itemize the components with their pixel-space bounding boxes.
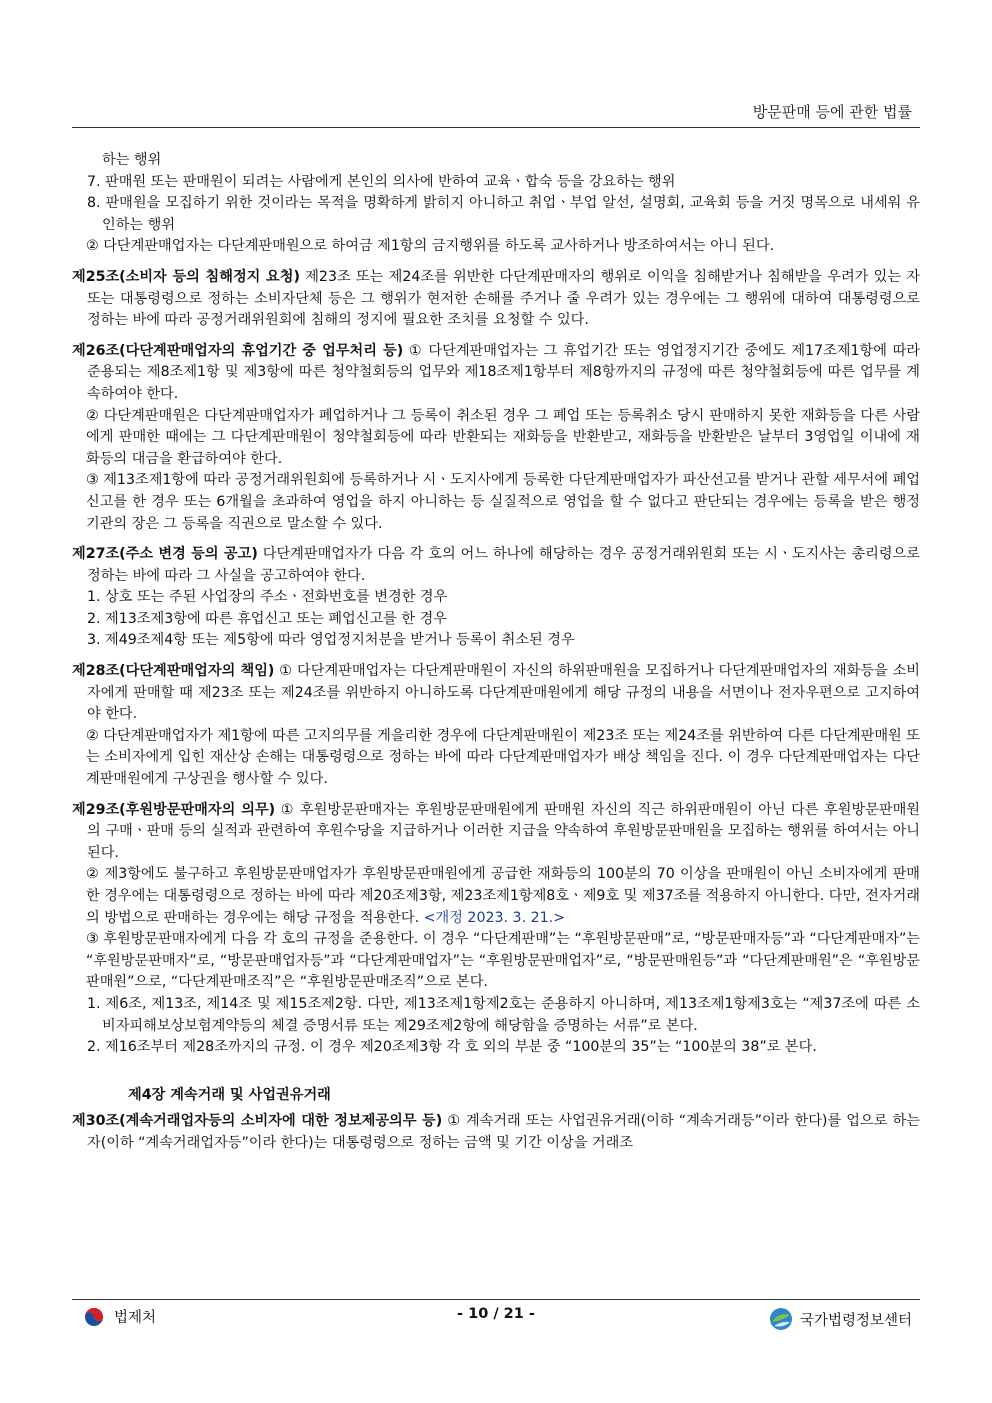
article-28-paragraph-2: ② 다단계판매업자가 제1항에 따른 고지의무를 게을리한 경우에 다단계판매원이 제23조 또는 제24조를 위반하여 다른 다단계판매원 또는 소비자에게 입힌 재산상 손해는 대통령령으로 정하는 바에 따라 다단계판매업자가 배상 책임을 진다. 이 경우 다단계판매업자는 다단계판매원에게 구상권을 행사할 수 있다. (86, 727, 920, 788)
article-26 (72, 341, 920, 406)
globe-logo-icon (768, 1306, 794, 1332)
footer-right-label: 국가법령정보센터 (799, 1312, 912, 1329)
article-25-heading: 제25조(소비자 등의 침해정지 요청) (72, 268, 300, 285)
article-27-item-2: 2. 제13조제3항에 따른 휴업신고 또는 폐업신고를 한 경우 (87, 610, 447, 627)
article-29-paragraph-2 (72, 864, 920, 929)
article-28-text: ① 다단계판매업자는 다단계판매원이 자신의 하위판매원을 모집하거나 다단계판매업자의 재화등을 소비자에게 판매할 때 제23조 또는 제24조를 위반하지 아니하도록 다단계판매원에게 해당 규정의 내용을 서면이나 전자우편으로 고지하여야 한다. (87, 663, 920, 723)
page-number: - 10 / 21 - (457, 1306, 535, 1322)
footer-left-label: 법제처 (114, 1310, 157, 1326)
amendment-note: <개정 2023. 3. 21.> (419, 909, 566, 926)
article-30 (72, 1111, 920, 1154)
article-27-text: 다단계판매업자가 다음 각 호의 어느 하나에 해당하는 경우 공정거래위원회 또는 시ㆍ도지사는 총리령으로 정하는 바에 따라 그 사실을 공고하여야 한다. (87, 546, 920, 584)
list-item-7: 7. 판매원 또는 판매원이 되려는 사람에게 본인의 의사에 반하여 교육ㆍ합숙 등을 강요하는 행위 (87, 173, 676, 190)
article-28-heading: 제28조(다단계판매업자의 책임) (72, 663, 275, 680)
document-header-title: 방문판매 등에 관한 법률 (752, 103, 912, 121)
article-29-paragraph-2-text: ② 제3항에도 불구하고 후원방문판매업자가 후원방문판매원에게 공급한 재화등의 100분의 70 이상을 판매원이 아닌 소비자에게 판매한 경우에는 대통령령으로 정하는 바에 따라 제20조제3항, 제23조제1항제8호ㆍ제9호 및 제37조를 적용하지 아니한다. 다만, 전자거래의 방법으로 판매하는 경우에는 해당 규정을 적용한다. (86, 866, 920, 926)
article-25 (72, 267, 920, 332)
footer-divider (72, 1299, 920, 1300)
article-28 (72, 661, 920, 726)
article-26-heading: 제26조(다단계판매업자의 휴업기간 중 업무처리 등) (72, 342, 404, 359)
list-item-continuation: 하는 행위 (102, 152, 162, 168)
document-body (72, 150, 920, 1155)
article-29 (72, 800, 920, 865)
article-29-item-2: 2. 제16조부터 제28조까지의 규정. 이 경우 제20조제3항 각 호 외의 부분 중 “100분의 35”는 “100분의 38”로 본다. (87, 1039, 817, 1056)
list-item-8: 8. 판매원을 모집하기 위한 것이라는 목적을 명확하게 밝히지 아니하고 취업ㆍ부업 알선, 설명회, 교육회 등을 거짓 명목으로 내세워 유인하는 행위 (87, 195, 920, 233)
article-26-paragraph-2: ② 다단계판매원은 다단계판매업자가 폐업하거나 그 등록이 취소된 경우 그 폐업 또는 등록취소 당시 판매하지 못한 재화등을 다른 사람에게 판매한 때에는 그 다단계판매원이 청약철회등에 따라 반환되는 재화등을 반환받고, 재화등을 반환받은 날부터 3영업일 이내에 재화등의 대금을 환급하여야 한다. (86, 407, 920, 467)
article-29-paragraph-3: ③ 후원방문판매자에게 다음 각 호의 규정을 준용한다. 이 경우 “다단계판매”는 “후원방문판매”로, “방문판매자등”과 “다단계판매자”는 “후원방문판매자”로, “방문판매업자등”과 “다단계판매업자”는 “후원방문판매업자”로, “방문판매원등”과 “다단계판매원”은 “후원방문판매원”으로, “다단계판매조직”은 “후원방문판매조직”으로 본다. (86, 931, 920, 991)
header-divider (72, 127, 920, 128)
article-26-paragraph-3: ③ 제13조제1항에 따라 공정거래위원회에 등록하거나 시ㆍ도지사에게 등록한 다단계판매업자가 파산선고를 받거나 관할 세무서에 폐업신고를 한 경우 또는 6개월을 초과하여 영업을 하지 아니하는 등 실질적으로 영업을 할 수 없다고 판단되는 경우에는 등록을 받은 행정기관의 장은 그 등록을 직권으로 말소할 수 있다. (86, 472, 920, 532)
footer-center-brand (768, 1306, 912, 1332)
article-27-item-3: 3. 제49조제4항 또는 제5항에 따라 영업정지처분을 받거나 등록이 취소된 경우 (87, 632, 575, 649)
paragraph-2: ② 다단계판매업자는 다단계판매원으로 하여금 제1항의 금지행위를 하도록 교사하거나 방조하여서는 아니 된다. (86, 238, 775, 255)
article-26-text: ① 다단계판매업자는 그 휴업기간 또는 영업정지기간 중에도 제17조제1항에 따라 준용되는 제8조제1항 및 제3항에 따른 청약철회등의 업무와 제18조제1항부터 제8항까지의 규정에 따른 청약철회등에 따른 업무를 계속하여야 한다. (87, 342, 921, 402)
article-30-text: ① 계속거래 또는 사업권유거래(이하 “계속거래등”이라 한다)를 업으로 하는 자(이하 “계속거래업자등”이라 한다)는 대통령령으로 정하는 금액 및 기간 이상을 거래조 (87, 1113, 920, 1151)
article-30-heading: 제30조(계속거래업자등의 소비자에 대한 정보제공의무 등) (72, 1113, 443, 1130)
article-27-heading: 제27조(주소 변경 등의 공고) (72, 546, 258, 563)
article-25-text: 제23조 또는 제24조를 위반한 다단계판매자의 행위로 이익을 침해받거나 침해받을 우려가 있는 자 또는 대통령령으로 정하는 소비자단체 등은 그 행위가 현저한 손해를 주거나 줄 우려가 있는 경우에는 그 행위에 대하여 대통령령으로 정하는 바에 따라 공정거래위원회에 침해의 정지에 필요한 조치를 요청할 수 있다. (87, 268, 920, 329)
article-27-item-1: 1. 상호 또는 주된 사업장의 주소ㆍ전화번호를 변경한 경우 (87, 589, 448, 606)
article-29-heading: 제29조(후원방문판매자의 의무) (72, 801, 276, 818)
article-29-text: ① 후원방문판매자는 후원방문판매원에게 판매원 자신의 직근 하위판매원이 아닌 다른 후원방문판매원의 구매ㆍ판매 등의 실적과 관련하여 후원수당을 지급하거나 이러한 지급을 약속하여 후원방문판매원을 모집하는 행위를 하여서는 아니 된다. (87, 801, 920, 861)
article-29-item-1: 1. 제6조, 제13조, 제14조 및 제15조제2항. 다만, 제13조제1항제2호는 준용하지 아니하며, 제13조제1항제3호는 “제37조에 따른 소비자피해보상보험계약등의 체결 증명서류 또는 제29조제2항에 해당함을 증명하는 서류”로 본다. (87, 995, 920, 1034)
chapter-heading: 제4장 계속거래 및 사업권유거래 (128, 1086, 331, 1103)
article-27 (72, 544, 920, 587)
